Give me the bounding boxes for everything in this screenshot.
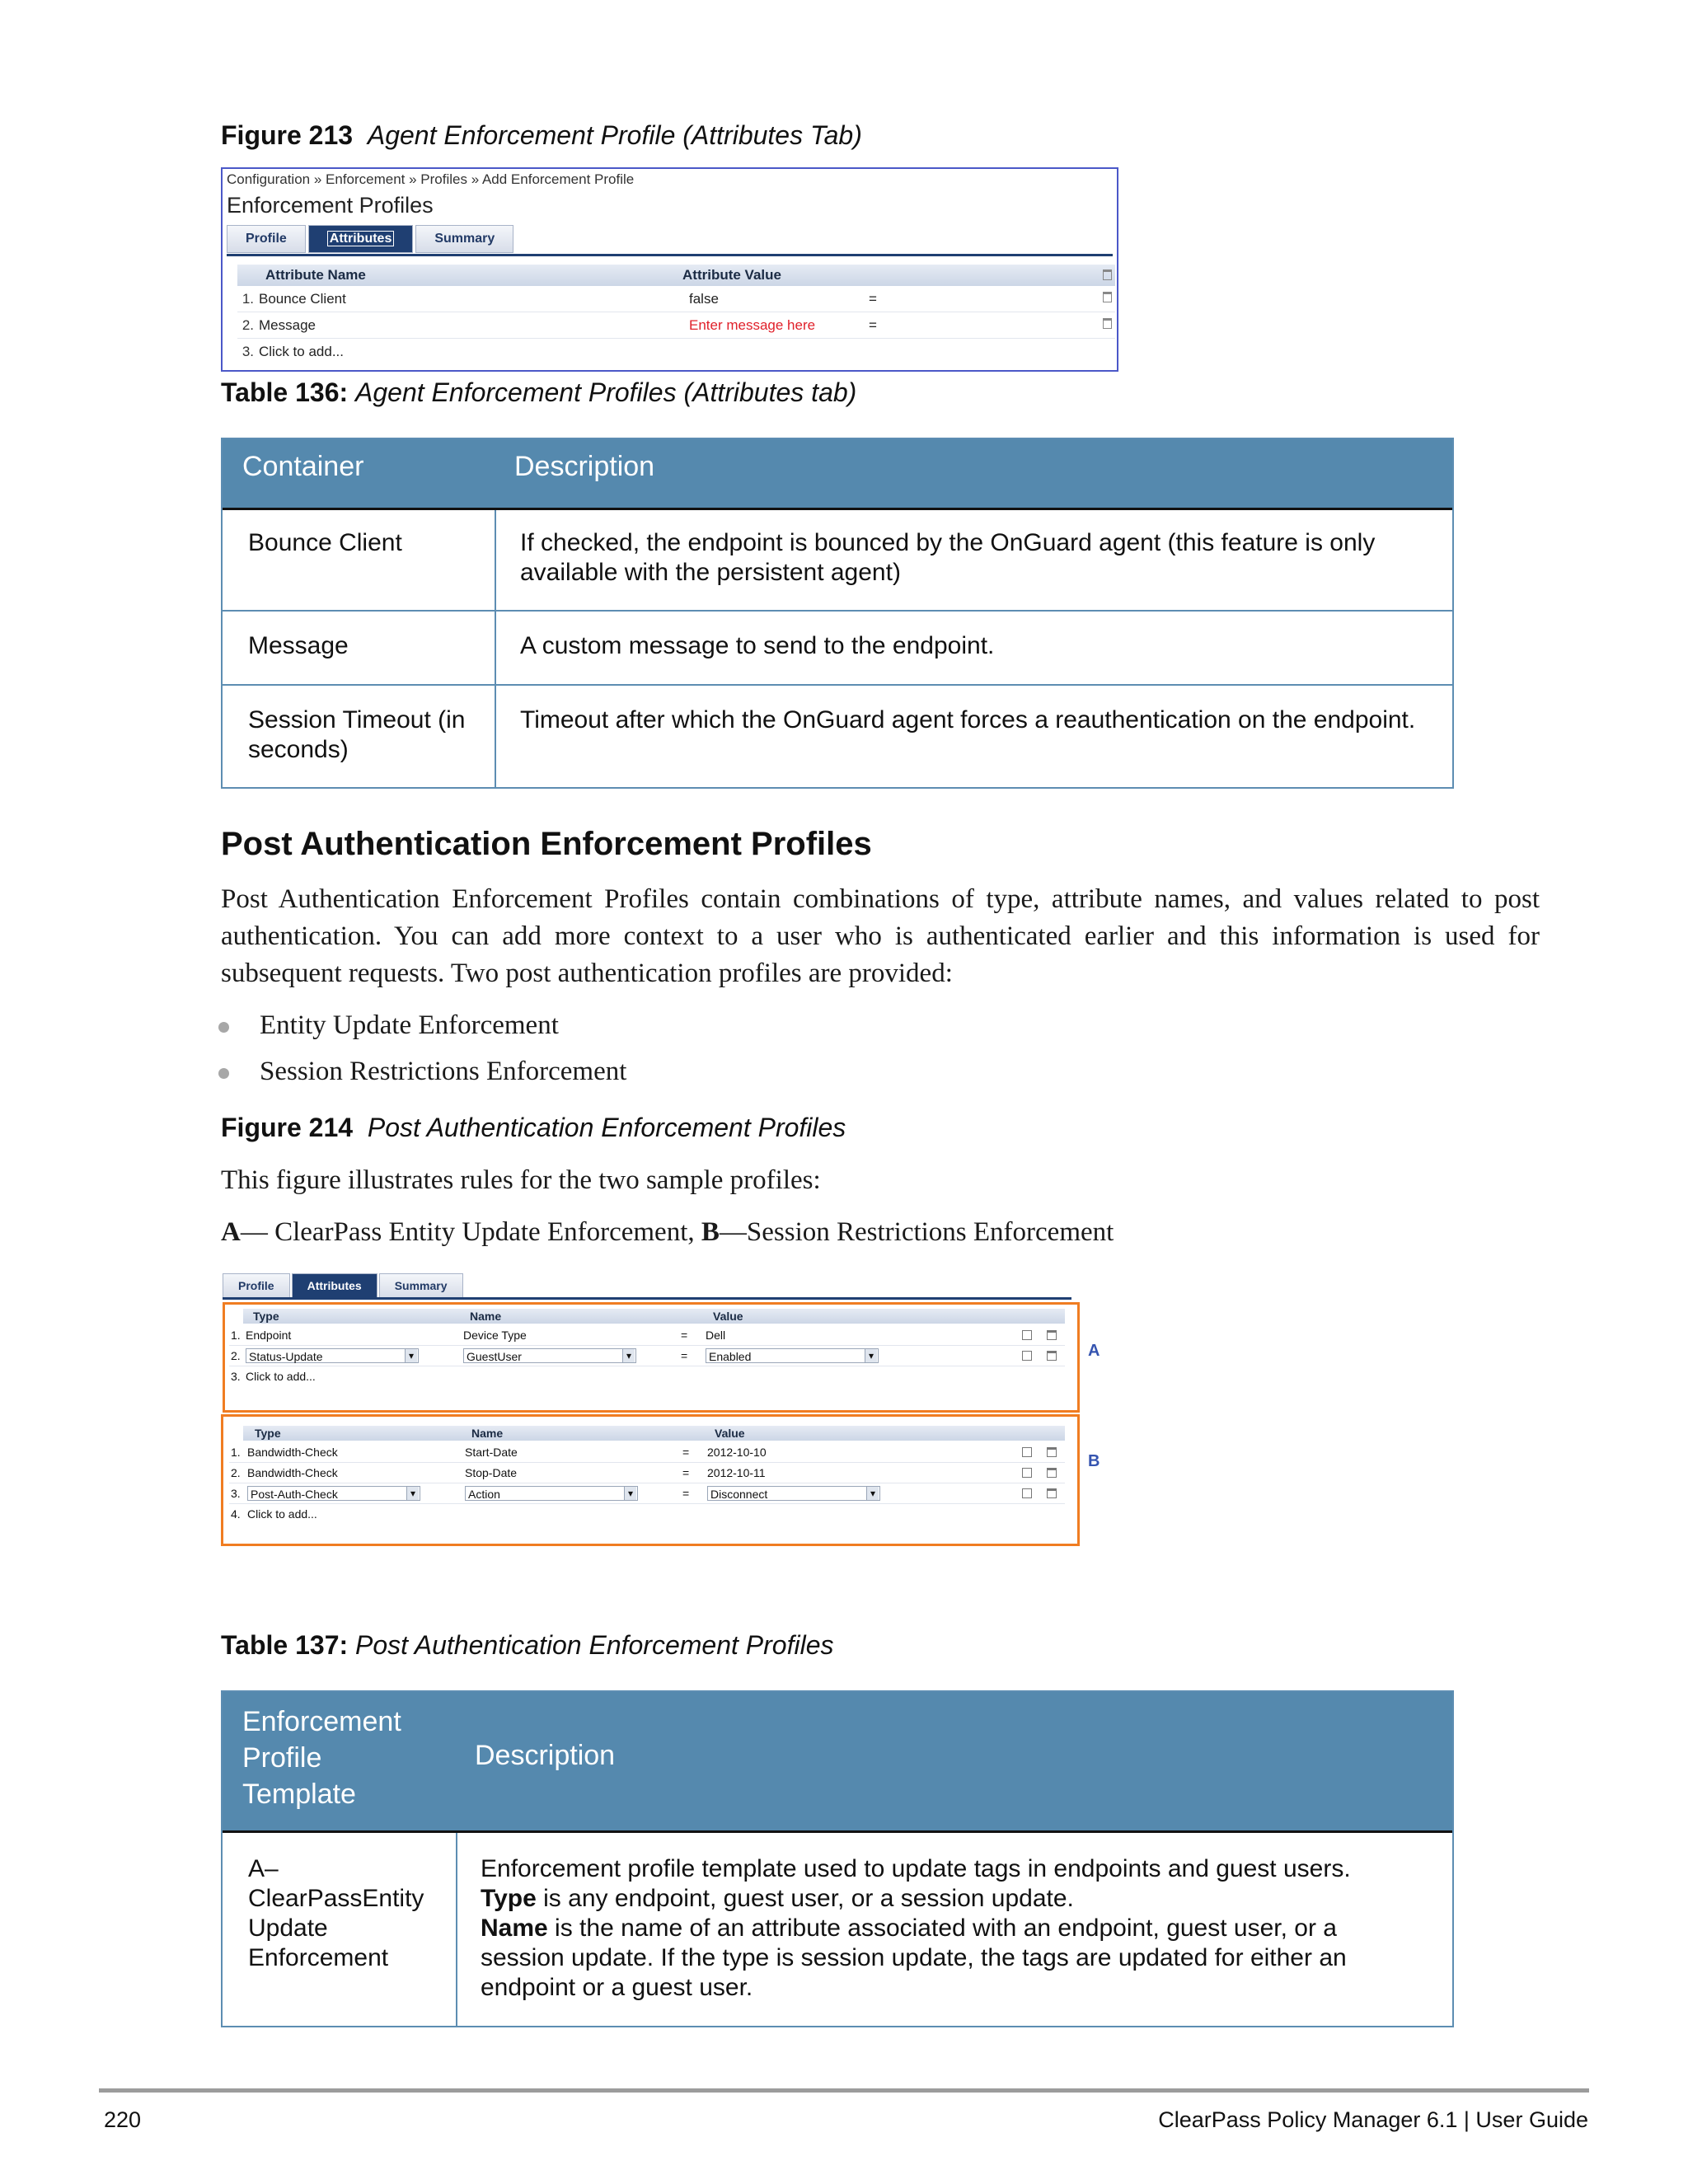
- table-row[interactable]: [237, 339, 1115, 364]
- table-title: Post Authentication Enforcement Profiles: [355, 1630, 834, 1660]
- attribute-name: Bounce Client: [259, 291, 346, 307]
- row-number: 2.: [231, 1466, 241, 1479]
- figure-title: Agent Enforcement Profile (Attributes Tab): [367, 120, 862, 150]
- cell-container: Bounce Client: [248, 529, 402, 556]
- table-header: [223, 439, 1452, 508]
- equals-sign: =: [681, 1329, 688, 1342]
- trash-icon[interactable]: [1047, 1351, 1057, 1361]
- tab-bar: [223, 1273, 465, 1298]
- trash-icon[interactable]: [1047, 1330, 1057, 1340]
- table-number: Table 136:: [221, 377, 349, 407]
- term-name: Name: [481, 1915, 548, 1942]
- value-value: 2012-10-11: [707, 1466, 766, 1479]
- equals-sign: =: [682, 1487, 690, 1500]
- delete-row-icon[interactable]: [1103, 318, 1112, 329]
- tab-profile[interactable]: Profile: [223, 1273, 290, 1298]
- header-line: Profile: [242, 1742, 322, 1774]
- tab-attributes[interactable]: [308, 225, 414, 253]
- cell-container: Session Timeout (in seconds): [248, 706, 466, 763]
- cell-container: Message: [248, 632, 349, 659]
- row-number: 1.: [231, 1446, 241, 1459]
- enforcement-profile-screenshot: [221, 167, 1118, 372]
- tab-underline: [227, 254, 1113, 256]
- label-a: A: [1088, 1342, 1100, 1360]
- attribute-value: false: [689, 291, 719, 307]
- table-136-caption: [221, 377, 856, 408]
- figure-title: Post Authentication Enforcement Profiles: [367, 1113, 846, 1142]
- col-header-description: Description: [475, 1740, 616, 1771]
- tab-attributes[interactable]: Attributes: [292, 1273, 377, 1298]
- header-line: Template: [242, 1779, 356, 1810]
- equals-sign: =: [682, 1446, 690, 1459]
- trash-icon: [1103, 269, 1112, 280]
- tab-underline: [223, 1297, 1071, 1300]
- cell-line: [481, 1884, 1437, 1914]
- name-value: Device Type: [463, 1329, 527, 1342]
- cell-description: If checked, the endpoint is bounced by the OnGuard agent (this feature is only available with the persistent agent): [520, 529, 1376, 586]
- row-number: 3.: [231, 1487, 241, 1500]
- type-value: Endpoint: [246, 1329, 292, 1342]
- cell-description: A custom message to send to the endpoint.: [520, 632, 995, 659]
- attributes-grid: [237, 265, 1115, 364]
- copy-icon[interactable]: [1022, 1468, 1032, 1478]
- col-attribute-value: Attribute Value: [682, 267, 781, 283]
- cell-line: A–: [248, 1855, 279, 1882]
- copy-icon[interactable]: [1022, 1330, 1032, 1340]
- row-number: 1.: [231, 1329, 241, 1342]
- tab-bar: [227, 225, 516, 253]
- grid-header: [243, 1309, 1065, 1324]
- table-row[interactable]: [229, 1346, 1065, 1366]
- col-header-container: Container: [242, 451, 364, 482]
- cell-description: Timeout after which the OnGuard agent forces a reauthentication on the endpoint.: [520, 706, 1416, 733]
- name-value: Stop-Date: [465, 1466, 518, 1479]
- table-row[interactable]: [229, 1504, 1065, 1524]
- table-row[interactable]: [237, 286, 1115, 312]
- cell-line: ClearPassEntity: [248, 1885, 424, 1912]
- column-divider: [456, 1833, 457, 2026]
- header-rule: [223, 508, 1452, 510]
- type-select[interactable]: Post-Auth-Check ▾: [247, 1486, 420, 1501]
- cell-line: Enforcement: [248, 1944, 389, 1971]
- table-row[interactable]: [229, 1325, 1065, 1346]
- col-name: Name: [470, 1310, 502, 1323]
- save-icon[interactable]: [1022, 1488, 1032, 1498]
- value-value: 2012-10-10: [707, 1446, 767, 1459]
- section-paragraph: Post Authentication Enforcement Profiles contain combinations of type, attribute names, and values related to post authentication. You can add more context to a user who is authenticated earlier and this information is used for subsequent requests. Two post authentication profiles are provided:: [221, 884, 1540, 988]
- bullet-dot: [218, 1022, 229, 1033]
- figure-number: Figure 214: [221, 1113, 354, 1142]
- row-number: 3.: [241, 344, 254, 359]
- col-type: Type: [255, 1427, 281, 1440]
- table-137-caption: [221, 1630, 833, 1661]
- name-select[interactable]: GuestUser ▾: [463, 1348, 636, 1363]
- row-number: 2.: [241, 317, 254, 333]
- value-select[interactable]: Enabled ▾: [706, 1348, 879, 1363]
- tab-attributes-label: Attributes: [327, 231, 395, 246]
- col-value: Value: [715, 1427, 745, 1440]
- attribute-name: Message: [259, 317, 316, 333]
- col-name: Name: [471, 1427, 504, 1440]
- grid-header: [243, 1426, 1065, 1441]
- table-title: Agent Enforcement Profiles (Attributes tab): [355, 377, 857, 407]
- table-row[interactable]: [229, 1463, 1065, 1483]
- label-b: B: [1088, 1452, 1100, 1470]
- footer-guide-title: ClearPass Policy Manager 6.1 | User Guide: [1158, 2107, 1588, 2132]
- tab-profile[interactable]: Profile: [227, 225, 306, 253]
- name-value: Start-Date: [465, 1446, 518, 1459]
- equals-sign: =: [869, 317, 877, 333]
- table-header: [223, 1692, 1452, 1830]
- equals-sign: =: [681, 1349, 688, 1362]
- type-value: Bandwidth-Check: [247, 1466, 338, 1479]
- cell-line: [481, 1914, 1437, 1943]
- trash-icon[interactable]: [1047, 1488, 1057, 1498]
- term-type: Type: [481, 1885, 537, 1912]
- trash-icon[interactable]: [1047, 1447, 1057, 1457]
- attribute-value[interactable]: Enter message here: [689, 317, 816, 333]
- row-number: 1.: [241, 291, 254, 307]
- value-value: Dell: [706, 1329, 726, 1342]
- equals-sign: =: [682, 1466, 690, 1479]
- table-row[interactable]: [229, 1366, 1065, 1386]
- col-header-template: [242, 1704, 401, 1812]
- tab-summary[interactable]: Summary: [415, 225, 513, 253]
- row-number: 2.: [231, 1349, 241, 1362]
- page-title: Enforcement Profiles: [227, 193, 434, 218]
- cell-line: Update: [248, 1915, 328, 1942]
- click-to-add[interactable]: Click to add...: [259, 344, 344, 359]
- figure-number: Figure 213: [221, 120, 354, 150]
- copy-icon[interactable]: [1022, 1447, 1032, 1457]
- table-row[interactable]: [229, 1442, 1065, 1463]
- col-value: Value: [713, 1310, 743, 1323]
- cell-description: [481, 1854, 1437, 2003]
- tab-summary[interactable]: Summary: [379, 1273, 463, 1298]
- table-row[interactable]: [229, 1483, 1065, 1504]
- section-heading: Post Authentication Enforcement Profiles: [221, 826, 872, 862]
- list-item: Entity Update Enforcement: [260, 1010, 559, 1040]
- cell-line: session update. If the type is session update, the tags are updated for either an: [481, 1944, 1347, 1971]
- legend-b: B: [701, 1217, 720, 1247]
- click-to-add[interactable]: Click to add...: [246, 1370, 316, 1383]
- table-row[interactable]: [237, 312, 1115, 339]
- cell-line: endpoint or a guest user.: [481, 1974, 753, 2001]
- table-number: Table 137:: [221, 1630, 349, 1660]
- legend-a: A: [221, 1217, 241, 1247]
- bullet-dot: [218, 1068, 229, 1079]
- legend-a-text: — ClearPass Entity Update Enforcement,: [240, 1217, 701, 1247]
- col-header-description: Description: [514, 451, 655, 482]
- equals-sign: =: [869, 291, 877, 307]
- type-value: Bandwidth-Check: [247, 1446, 338, 1459]
- figure-intro: This figure illustrates rules for the two sample profiles:: [221, 1165, 821, 1195]
- col-type: Type: [253, 1310, 279, 1323]
- header-line: Enforcement: [242, 1706, 401, 1737]
- figure-214-caption: [221, 1113, 846, 1143]
- save-icon[interactable]: [1022, 1351, 1032, 1361]
- grid-header: [237, 265, 1115, 286]
- row-number: 3.: [231, 1370, 241, 1383]
- col-attribute-name: Attribute Name: [265, 267, 366, 283]
- value-select[interactable]: Disconnect ▾: [707, 1486, 880, 1501]
- header-rule: [223, 1830, 1452, 1833]
- list-item: Session Restrictions Enforcement: [260, 1057, 627, 1086]
- figure-legend-line: [221, 1214, 1114, 1251]
- row-number: 4.: [231, 1507, 241, 1521]
- breadcrumb[interactable]: Configuration » Enforcement » Profiles » Add Enforcement Profile: [227, 171, 635, 187]
- click-to-add[interactable]: Click to add...: [247, 1507, 317, 1521]
- legend-b-text: —Session Restrictions Enforcement: [719, 1217, 1114, 1247]
- type-select[interactable]: Status-Update ▾: [246, 1348, 419, 1363]
- cell-template-name: [248, 1854, 424, 1973]
- row-divider: [223, 684, 1452, 686]
- cell-line: Enforcement profile template used to update tags in endpoints and guest users.: [481, 1855, 1351, 1882]
- page-number: 220: [104, 2107, 142, 2132]
- column-divider: [495, 510, 496, 787]
- footer-rule: [99, 2088, 1589, 2093]
- figure-213-caption: [221, 120, 862, 151]
- term-name-desc: is the name of an attribute associated with an endpoint, guest user, or a: [547, 1915, 1337, 1942]
- row-divider: [223, 610, 1452, 612]
- trash-icon[interactable]: [1047, 1468, 1057, 1478]
- delete-row-icon[interactable]: [1103, 292, 1112, 302]
- term-type-desc: is any endpoint, guest user, or a session update.: [536, 1885, 1074, 1912]
- name-select[interactable]: Action ▾: [465, 1486, 638, 1501]
